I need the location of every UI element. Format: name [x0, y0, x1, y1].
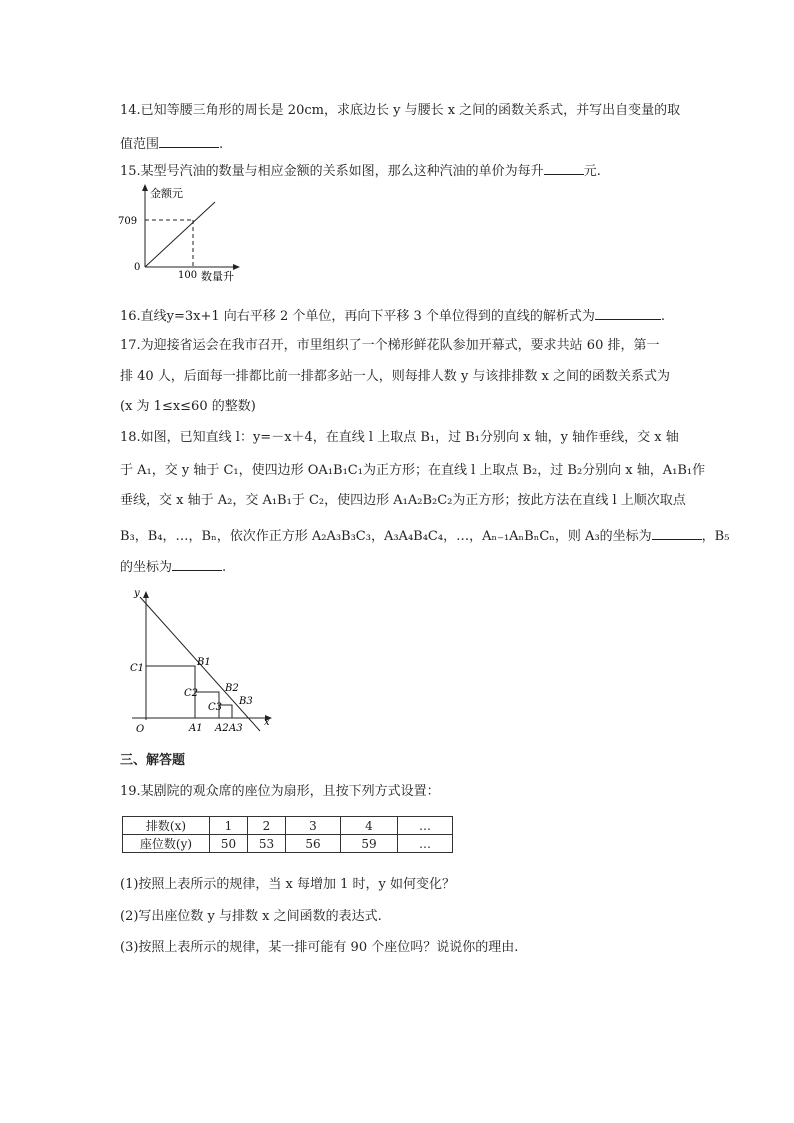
q16-line — [120, 305, 665, 326]
y-axis-arrow — [143, 591, 149, 598]
label-c3: C3 — [208, 702, 223, 713]
table-cell: 座位数(y) — [123, 835, 210, 853]
label-b2: B2 — [225, 683, 239, 694]
label-b1: B1 — [197, 657, 211, 668]
answer-blank-16 — [595, 305, 661, 320]
y-value-label: 709 — [118, 216, 138, 227]
q17-line3: (x 为 1≤x≤60 的整数) — [120, 399, 256, 414]
q18-line5-text: 的坐标为 — [120, 560, 173, 575]
table-cell: 1 — [210, 817, 248, 835]
label-c2: C2 — [184, 688, 199, 699]
q18-line5 — [120, 556, 226, 577]
x-axis-arrow — [233, 264, 240, 270]
table-row — [123, 817, 453, 835]
q17-line2: 排 40 人，后面每一排都比前一排都多站一人，则每排人数 y 与该排排数 x 之间的函数关系式为 — [120, 369, 671, 384]
label-b3: B3 — [239, 696, 253, 707]
q18-line1: 18.如图，已知直线 l：y=－x＋4，在直线 l 上取点 B₁，过 B₁分别向 x 轴，y 轴作垂线，交 x 轴 — [120, 430, 679, 445]
label-x: x — [264, 717, 270, 728]
q14-line1: 14.已知等腰三角形的周长是 20cm，求底边长 y 与腰长 x 之间的函数关系式，并写出自变量的取 — [120, 103, 681, 118]
table-cell: 50 — [210, 835, 248, 853]
y-axis-label: 金额元 — [150, 187, 183, 200]
seat-table — [122, 816, 453, 853]
q15-unit: 元. — [583, 164, 601, 179]
label-c1: C1 — [130, 663, 145, 674]
table-cell: 2 — [248, 817, 286, 835]
answer-blank-18b — [172, 556, 222, 571]
q18-line4-tail: ，B₅ — [701, 529, 730, 544]
table-cell: 排数(x) — [123, 817, 210, 835]
table-cell: 59 — [341, 835, 398, 853]
q18-line4 — [120, 525, 729, 546]
answer-blank-15 — [544, 160, 584, 175]
q18-line4-text: B₃，B₄，…，Bₙ，依次作正方形 A₂A₃B₃C₃，A₃A₄B₄C₄，…，Aₙ₋₁AₙBₙCₙ，则 A₃的坐标为 — [120, 529, 652, 544]
label-y: y — [134, 588, 140, 599]
label-a3: A3 — [229, 723, 243, 734]
label-a2: A2 — [215, 723, 229, 734]
q19-intro: 19.某剧院的观众席的座位为扇形，且按下列方式设置： — [120, 784, 440, 799]
q18-line2: 于 A₁，交 y 轴于 C₁，使四边形 OA₁B₁C₁为正方形；在直线 l 上取点 B₂，过 B₂分别向 x 轴，A₁B₁作 — [120, 463, 706, 478]
q14-line2 — [120, 133, 223, 154]
q18-period: . — [222, 560, 227, 575]
q19-part2: (2)写出座位数 y 与排数 x 之间函数的表达式. — [120, 909, 382, 924]
table-row — [123, 835, 453, 853]
x-value-label: 100 — [178, 270, 198, 281]
table-cell: 53 — [248, 835, 286, 853]
answer-blank-18a — [652, 525, 702, 540]
q16-text: 16.直线y=3x+1 向右平移 2 个单位，再向下平移 3 个单位得到的直线的解析式为 — [120, 309, 595, 324]
fuel-price-graph — [118, 182, 258, 282]
answer-blank-14 — [159, 133, 219, 148]
y-axis-arrow — [142, 184, 148, 191]
squares-diagram — [122, 585, 282, 740]
q15-line — [120, 160, 601, 181]
table-cell: … — [398, 817, 453, 835]
q19-part3: (3)按照上表所示的规律，某一排可能有 90 个座位吗？说说你的理由. — [120, 940, 519, 955]
label-a1: A1 — [189, 723, 203, 734]
section-heading: 三、解答题 — [120, 753, 186, 768]
label-o: O — [136, 724, 145, 735]
origin-label: 0 — [134, 262, 141, 273]
q19-part1: (1)按照上表所示的规律，当 x 每增加 1 时，y 如何变化？ — [120, 877, 456, 892]
q17-line1: 17.为迎接省运会在我市召开，市里组织了一个梯形鲜花队参加开幕式，要求共站 60 排，第一 — [120, 338, 660, 353]
table-cell: 4 — [341, 817, 398, 835]
price-line — [145, 202, 215, 267]
table-cell: … — [398, 835, 453, 853]
table-cell: 56 — [286, 835, 341, 853]
table-cell: 3 — [286, 817, 341, 835]
q16-period: . — [660, 309, 666, 324]
q15-text: 15.某型号汽油的数量与相应金额的关系如图，那么这种汽油的单价为每升 — [120, 164, 544, 179]
q18-line3: 垂线，交 x 轴于 A₂，交 A₁B₁于 C₂，使四边形 A₁A₂B₂C₂为正方形；按此方法在直线 l 上顺次取点 — [120, 493, 686, 508]
x-axis-label: 数量升 — [201, 270, 234, 282]
q14-period: . — [219, 137, 224, 152]
q14-line2-text: 值范围 — [120, 137, 160, 152]
